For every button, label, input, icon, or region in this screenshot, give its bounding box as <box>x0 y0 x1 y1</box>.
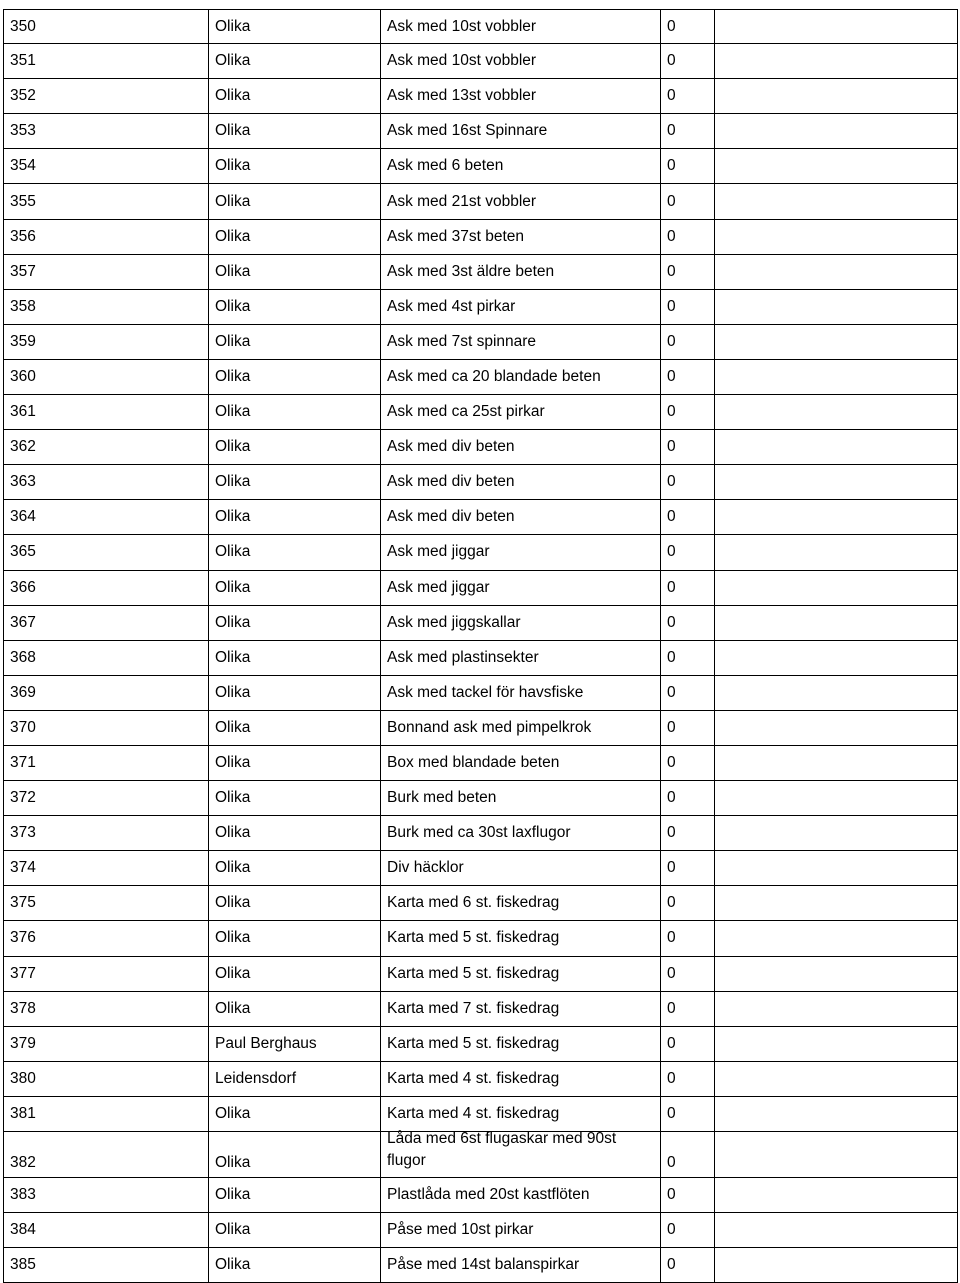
item-description: Ask med div beten <box>387 508 515 526</box>
item-value: 0 <box>667 473 676 491</box>
item-description: Ask med 10st vobbler <box>387 52 537 70</box>
table-row <box>3 1132 958 1178</box>
table-row <box>3 851 958 886</box>
item-description: Ask med 10st vobbler <box>387 17 537 35</box>
table-row <box>3 641 958 676</box>
table-row <box>3 114 958 149</box>
item-maker: Olika <box>215 824 251 842</box>
table-row <box>3 535 958 570</box>
item-description: Burk med beten <box>387 789 497 807</box>
item-maker: Olika <box>215 438 251 456</box>
item-description: Ask med 13st vobbler <box>387 87 537 105</box>
inventory-table <box>3 9 958 1283</box>
item-number: 357 <box>10 262 36 280</box>
table-row <box>3 711 958 746</box>
item-maker: Paul Berghaus <box>215 1034 317 1052</box>
item-maker: Olika <box>215 894 251 912</box>
item-description: Låda med 6st flugaskar med 90st flugor <box>387 1130 617 1169</box>
item-number: 383 <box>10 1186 36 1204</box>
item-number: 373 <box>10 824 36 842</box>
table-row <box>3 1062 958 1097</box>
item-description: Ask med plastinsekter <box>387 648 539 666</box>
table-row <box>3 571 958 606</box>
item-number: 369 <box>10 683 36 701</box>
item-value: 0 <box>667 157 676 175</box>
item-description: Ask med ca 25st pirkar <box>387 403 545 421</box>
item-maker: Olika <box>215 613 251 631</box>
item-description: Ask med jiggar <box>387 543 490 561</box>
table-row <box>3 44 958 79</box>
item-maker: Olika <box>215 1104 251 1122</box>
item-description: Karta med 5 st. fiskedrag <box>387 1034 560 1052</box>
item-value: 0 <box>667 683 676 701</box>
item-maker: Olika <box>215 227 251 245</box>
item-number: 379 <box>10 1034 36 1052</box>
item-value: 0 <box>667 1154 676 1171</box>
item-number: 378 <box>10 999 36 1017</box>
item-value: 0 <box>667 754 676 772</box>
item-number: 375 <box>10 894 36 912</box>
table-row <box>3 1178 958 1213</box>
table-row <box>3 921 958 956</box>
item-maker: Leidensdorf <box>215 1069 297 1087</box>
item-number: 350 <box>10 17 36 35</box>
table-row <box>3 325 958 360</box>
item-number: 367 <box>10 613 36 631</box>
item-maker: Olika <box>215 52 251 70</box>
item-value: 0 <box>667 648 676 666</box>
item-number: 360 <box>10 367 36 385</box>
item-maker: Olika <box>215 122 251 140</box>
item-maker: Olika <box>215 157 251 175</box>
item-maker: Olika <box>215 1186 251 1204</box>
item-maker: Olika <box>215 964 251 982</box>
item-value: 0 <box>667 1221 676 1239</box>
item-description: Ask med jiggskallar <box>387 613 521 631</box>
item-maker: Olika <box>215 648 251 666</box>
item-number: 372 <box>10 789 36 807</box>
item-maker: Olika <box>215 1256 251 1274</box>
item-description: Plastlåda med 20st kastflöten <box>387 1186 590 1204</box>
item-description: Ask med jiggar <box>387 578 490 596</box>
item-number: 370 <box>10 718 36 736</box>
table-row <box>3 1097 958 1132</box>
item-description: Påse med 14st balanspirkar <box>387 1256 580 1274</box>
item-value: 0 <box>667 789 676 807</box>
item-maker: Olika <box>215 578 251 596</box>
item-maker: Olika <box>215 1221 251 1239</box>
item-number: 355 <box>10 192 36 210</box>
item-description: Ask med 3st äldre beten <box>387 262 555 280</box>
item-maker: Olika <box>215 859 251 877</box>
item-value: 0 <box>667 1069 676 1087</box>
item-description: Ask med ca 20 blandade beten <box>387 367 601 385</box>
item-description: Karta med 5 st. fiskedrag <box>387 964 560 982</box>
item-value: 0 <box>667 508 676 526</box>
item-value: 0 <box>667 718 676 736</box>
table-row <box>3 1248 958 1283</box>
item-value: 0 <box>667 297 676 315</box>
item-value: 0 <box>667 824 676 842</box>
item-number: 352 <box>10 87 36 105</box>
item-description: Ask med 4st pirkar <box>387 297 516 315</box>
item-value: 0 <box>667 17 676 35</box>
table-row <box>3 500 958 535</box>
item-number: 354 <box>10 157 36 175</box>
item-maker: Olika <box>215 999 251 1017</box>
item-maker: Olika <box>215 508 251 526</box>
item-value: 0 <box>667 578 676 596</box>
item-number: 381 <box>10 1104 36 1122</box>
item-number: 363 <box>10 473 36 491</box>
item-value: 0 <box>667 1104 676 1122</box>
table-row <box>3 395 958 430</box>
table-row <box>3 1213 958 1248</box>
item-maker: Olika <box>215 683 251 701</box>
table-row <box>3 676 958 711</box>
table-row <box>3 992 958 1027</box>
item-maker: Olika <box>215 929 251 947</box>
table-row <box>3 746 958 781</box>
item-value: 0 <box>667 122 676 140</box>
item-maker: Olika <box>215 473 251 491</box>
item-value: 0 <box>667 192 676 210</box>
item-value: 0 <box>667 367 676 385</box>
table-row <box>3 290 958 325</box>
item-number: 371 <box>10 754 36 772</box>
item-number: 364 <box>10 508 36 526</box>
item-maker: Olika <box>215 754 251 772</box>
table-row <box>3 816 958 851</box>
item-maker: Olika <box>215 192 251 210</box>
table-row <box>3 149 958 184</box>
item-description: Karta med 5 st. fiskedrag <box>387 929 560 947</box>
item-number: 380 <box>10 1069 36 1087</box>
item-number: 358 <box>10 297 36 315</box>
item-value: 0 <box>667 332 676 350</box>
item-maker: Olika <box>215 1154 251 1171</box>
table-row <box>3 360 958 395</box>
item-value: 0 <box>667 1256 676 1274</box>
item-number: 353 <box>10 122 36 140</box>
table-row <box>3 886 958 921</box>
table-row <box>3 79 958 114</box>
item-value: 0 <box>667 262 676 280</box>
item-description: Ask med div beten <box>387 438 515 456</box>
table-row <box>3 781 958 816</box>
table-row <box>3 957 958 992</box>
item-description: Ask med 7st spinnare <box>387 332 537 350</box>
item-maker: Olika <box>215 332 251 350</box>
item-value: 0 <box>667 1034 676 1052</box>
item-number: 376 <box>10 929 36 947</box>
item-description: Div häcklor <box>387 859 464 877</box>
table-row <box>3 606 958 641</box>
item-description: Ask med 21st vobbler <box>387 192 537 210</box>
item-number: 362 <box>10 438 36 456</box>
item-description: Ask med 37st beten <box>387 227 524 245</box>
item-description: Påse med 10st pirkar <box>387 1221 534 1239</box>
table-row <box>3 9 958 44</box>
item-value: 0 <box>667 929 676 947</box>
item-maker: Olika <box>215 789 251 807</box>
item-description: Ask med 6 beten <box>387 157 504 175</box>
item-description: Ask med 16st Spinnare <box>387 122 548 140</box>
item-number: 384 <box>10 1221 36 1239</box>
item-value: 0 <box>667 964 676 982</box>
item-maker: Olika <box>215 262 251 280</box>
item-maker: Olika <box>215 403 251 421</box>
table-row <box>3 430 958 465</box>
item-description: Karta med 4 st. fiskedrag <box>387 1104 560 1122</box>
item-number: 366 <box>10 578 36 596</box>
item-number: 382 <box>10 1154 36 1171</box>
item-maker: Olika <box>215 87 251 105</box>
item-value: 0 <box>667 894 676 912</box>
item-value: 0 <box>667 543 676 561</box>
item-number: 365 <box>10 543 36 561</box>
item-description: Ask med div beten <box>387 473 515 491</box>
item-description: Karta med 7 st. fiskedrag <box>387 999 560 1017</box>
item-number: 351 <box>10 52 36 70</box>
table-row <box>3 220 958 255</box>
item-value: 0 <box>667 52 676 70</box>
item-description: Bonnand ask med pimpelkrok <box>387 718 592 736</box>
item-number: 368 <box>10 648 36 666</box>
item-value: 0 <box>667 438 676 456</box>
item-description: Karta med 4 st. fiskedrag <box>387 1069 560 1087</box>
item-value: 0 <box>667 227 676 245</box>
table-row <box>3 184 958 219</box>
item-number: 361 <box>10 403 36 421</box>
item-maker: Olika <box>215 17 251 35</box>
item-description: Box med blandade beten <box>387 754 560 772</box>
item-value: 0 <box>667 859 676 877</box>
item-number: 377 <box>10 964 36 982</box>
item-description: Ask med tackel för havsfiske <box>387 683 584 701</box>
item-value: 0 <box>667 87 676 105</box>
item-number: 356 <box>10 227 36 245</box>
item-number: 374 <box>10 859 36 877</box>
item-description: Karta med 6 st. fiskedrag <box>387 894 560 912</box>
item-maker: Olika <box>215 297 251 315</box>
item-value: 0 <box>667 403 676 421</box>
item-number: 385 <box>10 1256 36 1274</box>
item-maker: Olika <box>215 718 251 736</box>
item-maker: Olika <box>215 367 251 385</box>
item-value: 0 <box>667 1186 676 1204</box>
item-number: 359 <box>10 332 36 350</box>
table-row <box>3 255 958 290</box>
item-value: 0 <box>667 999 676 1017</box>
item-description: Burk med ca 30st laxflugor <box>387 824 571 842</box>
item-maker: Olika <box>215 543 251 561</box>
table-row <box>3 465 958 500</box>
table-row <box>3 1027 958 1062</box>
item-value: 0 <box>667 613 676 631</box>
